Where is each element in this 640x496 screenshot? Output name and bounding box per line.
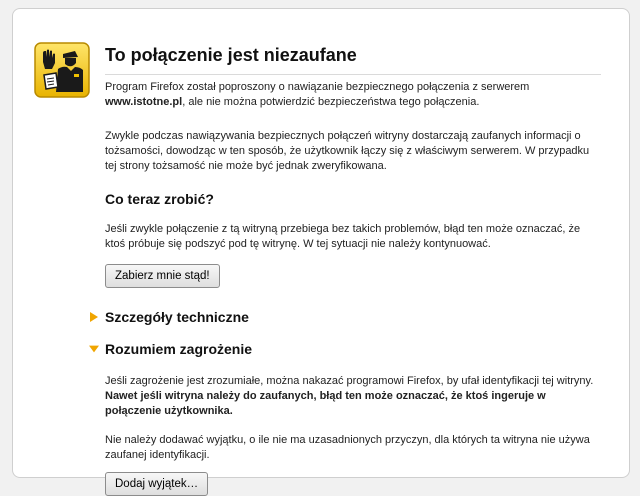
page-title: To połączenie jest niezaufane — [105, 44, 601, 75]
domain-name: www.istotne.pl — [105, 96, 183, 108]
exception-warning-text: Nie należy dodawać wyjątku, o ile nie ma uzasadnionych przyczyn, dla których ta witryna nie używa zaufanej identyfikacji. — [105, 434, 590, 461]
security-officer-icon — [34, 42, 90, 98]
triangle-expanded-icon — [89, 343, 99, 355]
intro-text — [105, 80, 603, 110]
get-me-out-button[interactable]: Zabierz mnie stąd! — [105, 264, 220, 288]
technical-details-label: Szczegóły techniczne — [105, 309, 249, 325]
intro-text-after: , ale nie można potwierdzić bezpieczeństwa tego połączenia. — [182, 96, 480, 108]
technical-details-expander[interactable] — [105, 308, 603, 326]
description-text: Zwykle podczas nawiązywania bezpiecznych połączeń witryny dostarczają zaufanych informacji o tożsamości, dowodząc w ten sposób, że użytkownik łączy się z właściwym serwerem. W przypadku tej strony tożsamość nie może być jednak zweryfikowana. — [105, 130, 590, 172]
what-to-do-text: Jeśli zwykle połączenie z tą witryną przebiega bez takich problemów, błąd ten może oznaczać, że ktoś próbuje się podszyć pod tę witrynę. W tej sytuacji nie należy kontynuować. — [105, 223, 581, 250]
risks-text — [105, 374, 603, 419]
risks-text-normal: Jeśli zagrożenie jest zrozumiałe, można nakazać programowi Firefox, by ufał identyfikacji tej witryny. — [105, 375, 594, 387]
intro-text-before: Program Firefox został poproszony o nawiązanie bezpiecznego połączenia z serwerem — [105, 81, 530, 93]
add-exception-button[interactable]: Dodaj wyjątek… — [105, 472, 208, 496]
what-to-do-heading: Co teraz zrobić? — [105, 191, 214, 207]
triangle-expander-icon — [89, 311, 99, 323]
error-content — [105, 80, 603, 496]
understand-risks-label: Rozumiem zagrożenie — [105, 341, 253, 357]
risks-text-bold: Nawet jeśli witryna należy do zaufanych, błąd ten może oznaczać, że ktoś ingeruje w połączenie użytkownika. — [105, 390, 546, 417]
understand-risks-expander[interactable] — [105, 340, 603, 358]
